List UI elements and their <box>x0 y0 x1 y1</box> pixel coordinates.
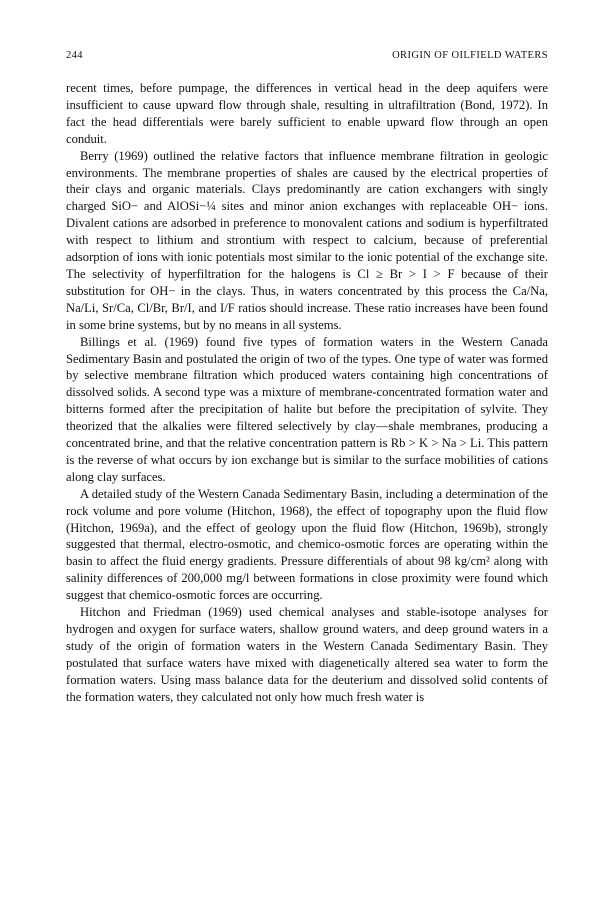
page-number: 244 <box>66 50 83 61</box>
running-title: ORIGIN OF OILFIELD WATERS <box>392 50 548 61</box>
paragraph: Berry (1969) outlined the relative factors that influence membrane filtration in geologic environments. The membrane properties of shales are caused by the electrical properties of their clays and organic materials. Clays predominantly are cation exchangers with singly charged SiO− and AlOSi−¼ sites and minor anion exchanges with replaceable OH− ions. Divalent cations are adsorbed in preference to monovalent cations and sodium is hyperfiltrated with respect to lithium and strontium with respect to calcium, because of preferential adsorption of ions with ionic potentials most similar to the ionic potential of the exchange site. The selectivity of hyperfiltration for the halogens is Cl ≥ Br > I > F because of their substitution for OH− in the clays. Thus, in waters concentrated by this process the Ca/Na, Na/Li, Sr/Ca, Cl/Br, Br/I, and I/F ratios should increase. These ratio increases have been found in some brine systems, but by no means in all systems. <box>66 148 548 332</box>
running-header <box>66 50 548 61</box>
body-text <box>66 80 548 706</box>
paragraph: recent times, before pumpage, the differences in vertical head in the deep aquifers were insufficient to cause upward flow through shale, resulting in ultrafiltration (Bond, 1972). In fact the head differentials were barely sufficient to enable upward flow through an open conduit. <box>66 81 548 146</box>
paragraph: A detailed study of the Western Canada Sedimentary Basin, including a determination of the rock volume and pore volume (Hitchon, 1968), the effect of topography upon the fluid flow (Hitchon, 1969a), and the effect of geology upon the fluid flow (Hitchon, 1969b), strongly suggested that thermal, electro-osmotic, and chemico-osmotic forces are operating within the basin to affect the fluid energy gradients. Pressure differentials of about 98 kg/cm² along with salinity differences of 200,000 mg/l between formations in close proximity were found which suggest that chemico-osmotic forces are occurring. <box>66 486 548 603</box>
paragraph: Hitchon and Friedman (1969) used chemical analyses and stable-isotope analyses for hydrogen and oxygen for surface waters, shallow ground waters, and deep ground waters in a study of the origin of formation waters in the Western Canada Sedimentary Basin. They postulated that surface waters have mixed with diagenetically altered sea water to form the formation waters. Using mass balance data for the deuterium and dissolved solid contents of the formation waters, they calculated not only how much fresh water is <box>66 605 548 704</box>
paragraph: Billings et al. (1969) found five types of formation waters in the Western Canada Sedimentary Basin and postulated the origin of two of the types. One type of water was formed by selective membrane filtration which produced waters containing high concentrations of dissolved solids. A second type was a mixture of membrane-concentrated formation water and bitterns formed after the precipitation of halite but before the precipitation of sylvite. They theorized that the alkalies were filtered selectively by clay—shale membranes, producing a concentrated brine, and that the relative concentration pattern is Rb > K > Na > Li. This pattern is the reverse of what occurs by ion exchange but is similar to the surface mobilities of cations along clay surfaces. <box>66 334 548 484</box>
